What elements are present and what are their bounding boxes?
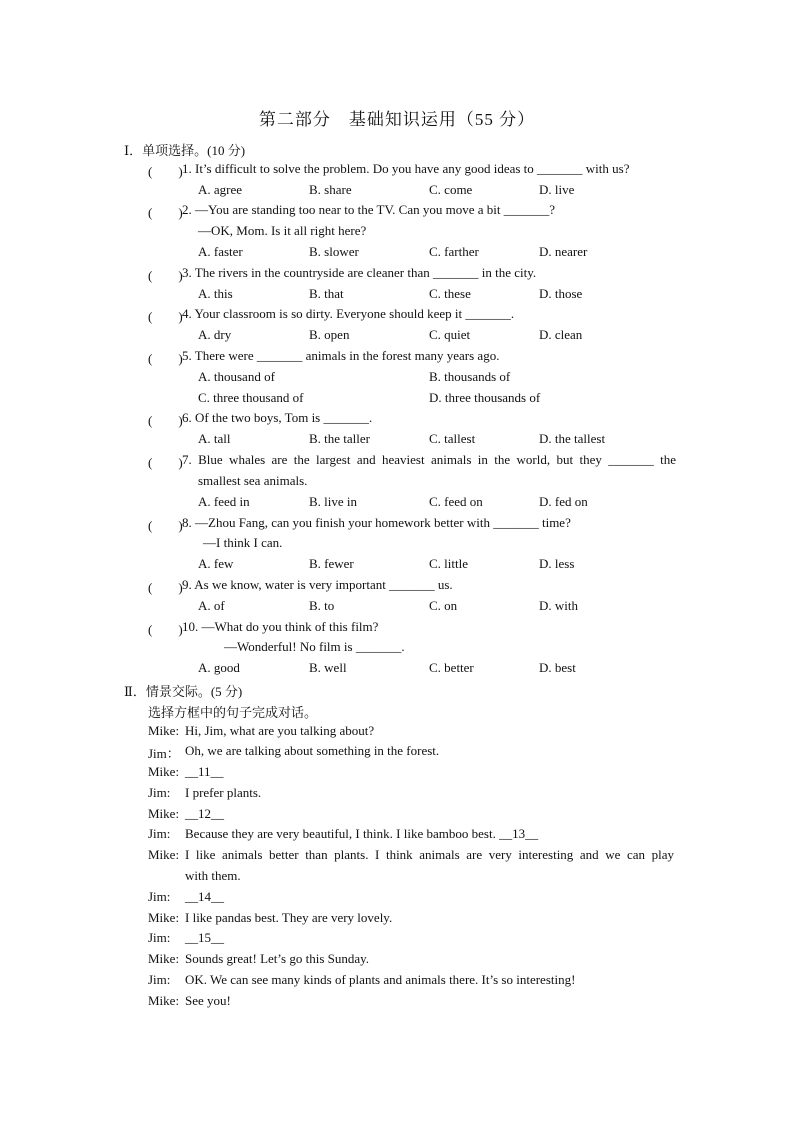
answer-paren[interactable]: ( ) [148,518,183,533]
option-a[interactable]: A. few [198,556,234,571]
option-c[interactable]: C. quiet [429,327,471,342]
question-continuation: smallest sea animals. [198,473,308,488]
question-text: 3. The rivers in the countryside are cleaner than _______ in the city. [182,265,537,280]
dialogue-line: I like animals better than plants. I think animals are very interesting and we can play [185,847,674,862]
option-d[interactable]: D. those [539,286,583,301]
option-a[interactable]: A. thousand of [198,369,275,384]
answer-paren[interactable]: ( ) [148,268,183,283]
option-d[interactable]: D. nearer [539,244,588,259]
question-text: 5. There were _______ animals in the forest many years ago. [182,348,500,363]
dialogue-speaker: Mike: [148,806,180,821]
answer-paren[interactable]: ( ) [148,205,183,220]
dialogue-line: OK. We can see many kinds of plants and animals there. It’s so interesting! [185,972,576,987]
option-c[interactable]: C. three thousand of [198,390,304,405]
option-a[interactable]: A. agree [198,182,243,197]
option-a[interactable]: A. tall [198,431,231,446]
option-d[interactable]: D. best [539,660,576,675]
option-b[interactable]: B. share [309,182,352,197]
section-2-instruction: 选择方框中的句子完成对话。 [148,705,318,720]
question-continuation: —Wonderful! No film is _______. [224,639,405,654]
dialogue-line: Because they are very beautiful, I think. I like bamboo best. __13__ [185,826,539,841]
answer-blank-14[interactable]: __14__ [185,889,224,904]
option-b[interactable]: B. slower [309,244,359,259]
question-text: 1. It’s difficult to solve the problem. Do you have any good ideas to _______ with us? [182,161,630,176]
question-continuation: —I think I can. [203,535,283,550]
option-d[interactable]: D. less [539,556,575,571]
option-b[interactable]: B. the taller [309,431,371,446]
option-b[interactable]: B. open [309,327,350,342]
dialogue-speaker: Jim: [148,785,171,800]
option-c[interactable]: C. on [429,598,458,613]
section-2-heading: Ⅱ．情景交际。(5 分) [124,684,243,699]
answer-paren[interactable]: ( ) [148,455,183,470]
dialogue-line: I prefer plants. [185,785,262,800]
dialogue-line: See you! [185,993,231,1008]
option-d[interactable]: D. with [539,598,578,613]
option-a[interactable]: A. good [198,660,240,675]
answer-blank-15[interactable]: __15__ [185,930,224,945]
dialogue-speaker: Mike: [148,764,180,779]
question-continuation: —OK, Mom. Is it all right here? [198,223,367,238]
question-text: 8. —Zhou Fang, can you finish your homework better with _______ time? [182,515,571,530]
option-a[interactable]: A. feed in [198,494,250,509]
option-a[interactable]: A. faster [198,244,243,259]
option-b[interactable]: B. thousands of [429,369,511,384]
option-a[interactable]: A. of [198,598,225,613]
option-b[interactable]: B. fewer [309,556,354,571]
option-d[interactable]: D. live [539,182,575,197]
question-text: 2. —You are standing too near to the TV. Can you move a bit _______? [182,202,555,217]
option-a[interactable]: A. this [198,286,233,301]
option-b[interactable]: B. that [309,286,344,301]
option-c[interactable]: C. feed on [429,494,483,509]
part-title: 第二部分 基础知识运用（55 分） [258,110,536,129]
dialogue-speaker: Mike: [148,847,180,862]
dialogue-line: I like pandas best. They are very lovely. [185,910,393,925]
option-d[interactable]: D. three thousands of [429,390,541,405]
dialogue-speaker: Mike: [148,993,180,1008]
dialogue-speaker: Jim: [148,972,171,987]
dialogue-speaker: Jim: [148,889,171,904]
option-b[interactable]: B. live in [309,494,358,509]
section-1-heading: Ⅰ．单项选择。(10 分) [124,143,246,158]
dialogue-speaker: Mike: [148,723,180,738]
option-b[interactable]: B. to [309,598,335,613]
dialogue-speaker: Jim: [148,930,171,945]
option-c[interactable]: C. come [429,182,473,197]
dialogue-line: Sounds great! Let’s go this Sunday. [185,951,370,966]
option-d[interactable]: D. the tallest [539,431,606,446]
answer-paren[interactable]: ( ) [148,413,183,428]
answer-paren[interactable]: ( ) [148,164,183,179]
answer-paren[interactable]: ( ) [148,351,183,366]
option-d[interactable]: D. fed on [539,494,588,509]
question-text: 6. Of the two boys, Tom is _______. [182,410,373,425]
answer-paren[interactable]: ( ) [148,309,183,324]
option-c[interactable]: C. better [429,660,474,675]
answer-paren[interactable]: ( ) [148,622,183,637]
answer-blank-11[interactable]: __11__ [185,764,224,779]
question-text: 10. —What do you think of this film? [182,619,379,634]
dialogue-line: Hi, Jim, what are you talking about? [185,723,375,738]
option-b[interactable]: B. well [309,660,347,675]
option-d[interactable]: D. clean [539,327,583,342]
dialogue-speaker: Jim: [148,826,171,841]
option-a[interactable]: A. dry [198,327,232,342]
dialogue-line: Oh, we are talking about something in the forest. [185,743,440,758]
question-text: 9. As we know, water is very important _______ us. [182,577,453,592]
answer-paren[interactable]: ( ) [148,580,183,595]
question-text: 4. Your classroom is so dirty. Everyone should keep it _______. [182,306,515,321]
dialogue-line-continuation: with them. [185,868,241,883]
dialogue-speaker: Mike: [148,951,180,966]
dialogue-speaker: Mike: [148,910,180,925]
option-c[interactable]: C. tallest [429,431,476,446]
option-c[interactable]: C. these [429,286,471,301]
question-text: 7. Blue whales are the largest and heaviest animals in the world, but they _______ the [182,452,676,467]
dialogue-speaker: Jim： [148,746,180,761]
option-c[interactable]: C. farther [429,244,479,259]
answer-blank-12[interactable]: __12__ [185,806,224,821]
option-c[interactable]: C. little [429,556,468,571]
